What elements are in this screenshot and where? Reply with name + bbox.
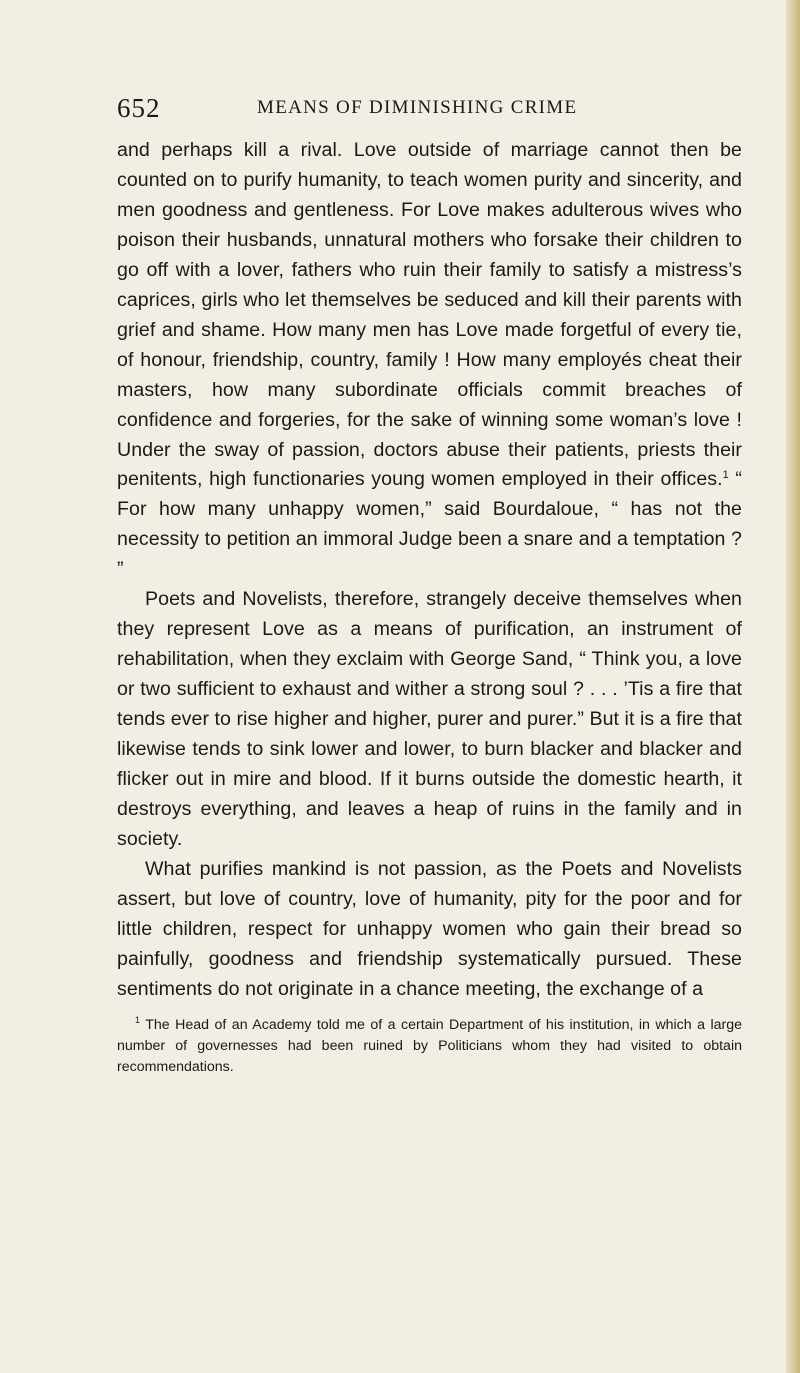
page-number: 652 (117, 93, 161, 123)
page-edge (786, 0, 800, 1373)
paragraph-1 (117, 136, 742, 585)
paragraph-3: What purifies mankind is not passion, as the Poets and Novelists assert, but love of country, love of humanity, pity for the poor and for little children, respect for unhappy women who gain their bread so painfully, goodness and friendship systematically pursued. These sentiments do not originate in a chance meeting, the exchange of a (117, 857, 742, 1000)
page-header (117, 92, 742, 136)
footnote (117, 1015, 742, 1078)
running-title: MEANS OF DIMINISHING CRIME (257, 97, 578, 118)
book-page (117, 92, 742, 1078)
body-text (117, 136, 742, 1005)
footnote-reference: 1 (722, 469, 729, 482)
paragraph-2: Poets and Novelists, therefore, strangely deceive themselves when they represent Love as a means of purification, an instrument of rehabilitation, when they exclaim with George Sand, “ Think you, a love or two sufficient to exhaust and wither a strong soul ? . . . ’Tis a fire that tends ever to rise higher and higher, purer and purer.” But it is a fire that likewise tends to sink lower and lower, to burn blacker and blacker and flicker out in mire and blood. If it burns outside the domestic hearth, it destroys everything, and leaves a heap of ruins in the family and in society. (117, 588, 742, 850)
footnote-marker: 1 (135, 1014, 141, 1025)
footnote-text: The Head of an Academy told me of a certain Department of his institution, in which a large number of governesses had been ruined by Politicians whom they had visited to obtain recommendations. (117, 1016, 743, 1075)
bourdaloue-quote: “ For how many unhappy women,” said Bourdaloue, “ has not the necessity to petition an immoral Judge been a snare and a temptation ? ” (117, 468, 742, 581)
paragraph-1-text: and perhaps kill a rival. Love outside of marriage cannot then be counted on to purify humanity, to teach women purity and sincerity, and men goodness and gentleness. For Love makes adulterous wives who poison their husbands, unnatural mothers who forsake their children to go off with a lover, fathers who ruin their family to satisfy a mistress’s caprices, girls who let themselves be seduced and kill their parents with grief and shame. How many men has Love made forgetful of every tie, of honour, friendship, country, family ! How many employés cheat their masters, how many subordinate officials commit breaches of confidence and forgeries, for the sake of winning some woman’s love ! Under the sway of passion, doctors abuse their patients, priests their penitents, high functionaries young women employed in their offices. (117, 139, 742, 491)
